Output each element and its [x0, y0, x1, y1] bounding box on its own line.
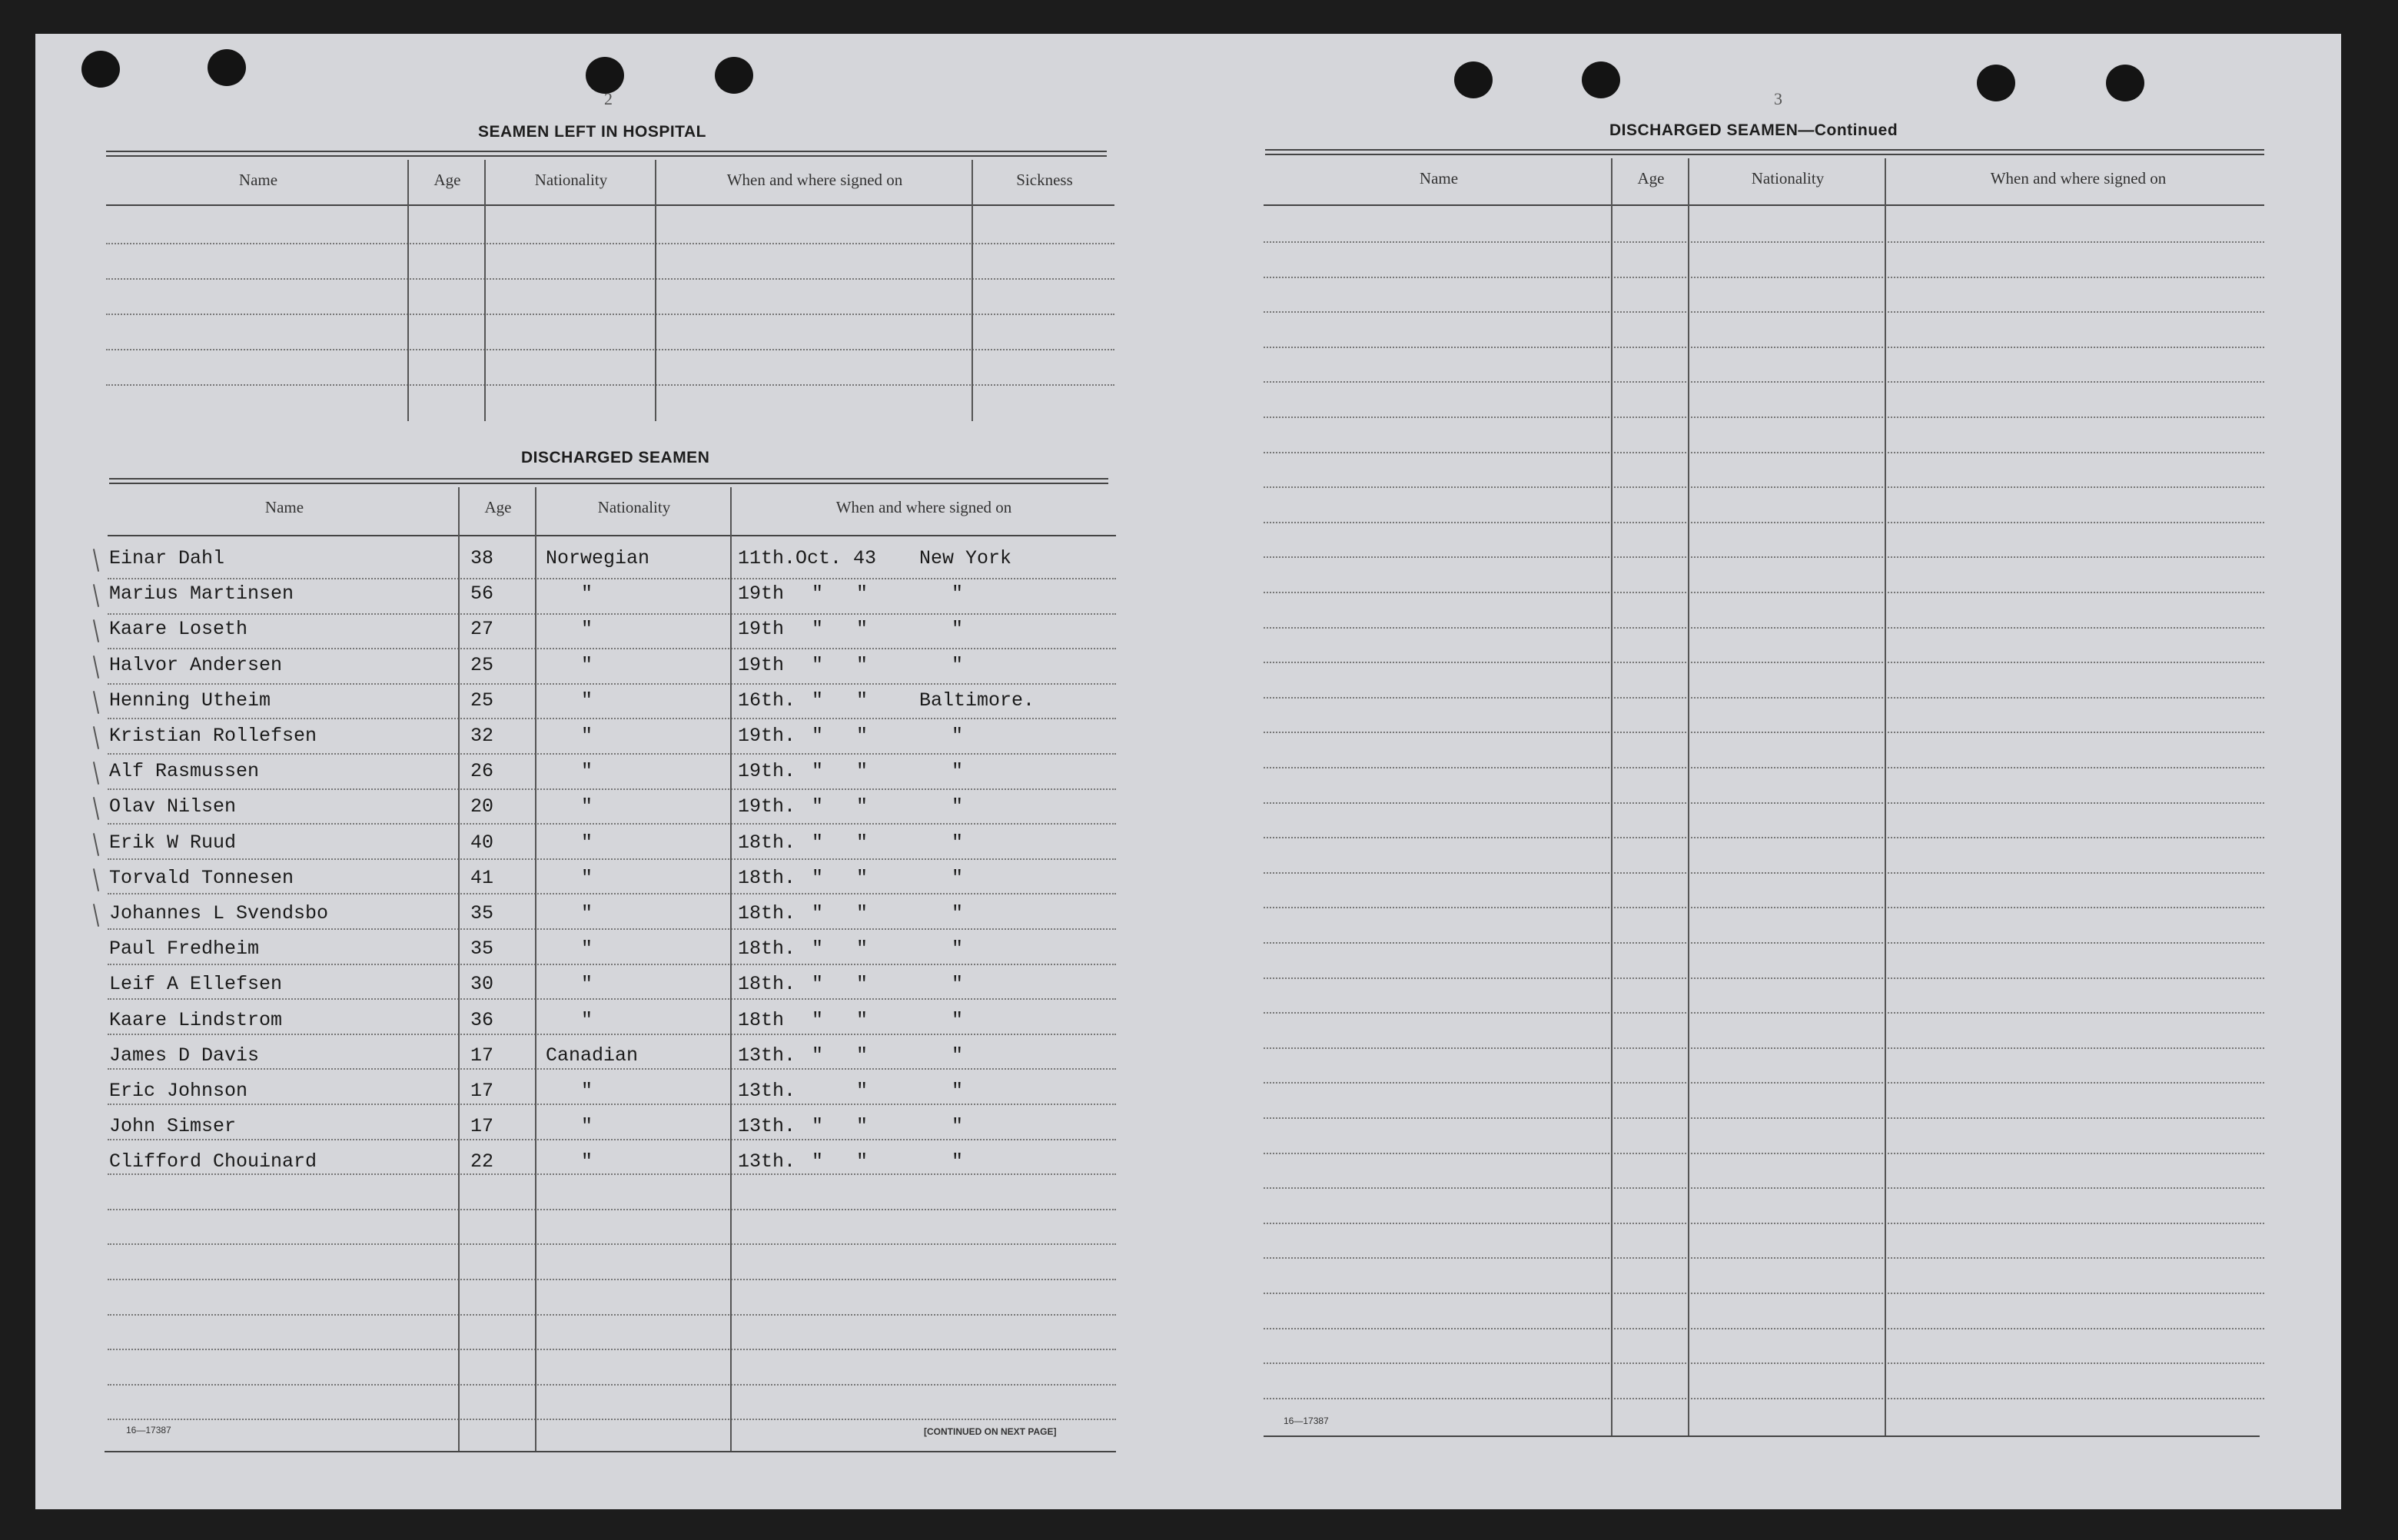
hospital-ruled-line: [106, 243, 1114, 244]
seaman-name: Torvald Tonnesen: [109, 867, 294, 889]
signed-on-ditto-1: ": [812, 938, 824, 960]
signed-on-ditto-1: ": [812, 867, 824, 889]
document-sheet: [35, 34, 2341, 1509]
hospital-col-nationality: Nationality: [534, 171, 608, 189]
seaman-age: 17: [470, 1115, 494, 1137]
discharged-ruled-line: [108, 928, 1116, 930]
right-ruled-line: [1264, 1012, 2264, 1014]
discharged-col-age: Age: [484, 498, 512, 516]
seaman-age: 35: [470, 902, 494, 924]
right-ruled-line: [1264, 942, 2264, 944]
seaman-age: 56: [470, 582, 494, 605]
right-ruled-line: [1264, 1082, 2264, 1084]
page-number-left: 2: [604, 89, 613, 108]
discharged-col-when-where: When and where signed on: [835, 498, 1012, 516]
seaman-name: Kristian Rollefsen: [109, 725, 317, 747]
right-header-rule: [1264, 204, 2264, 206]
seaman-age: 20: [470, 795, 494, 818]
signed-on-ditto-2: ": [856, 1080, 869, 1102]
signed-on-date: 13th.: [738, 1080, 796, 1102]
signed-on-place: ": [952, 582, 964, 605]
seaman-nationality: ": [581, 973, 593, 995]
signed-on-ditto-1: ": [812, 725, 824, 747]
punch-hole: [1582, 61, 1620, 98]
signed-on-ditto-1: ": [812, 618, 824, 640]
signed-on-ditto-1: ": [812, 760, 824, 782]
check-mark: [93, 655, 99, 679]
seaman-name: Kaare Loseth: [109, 618, 248, 640]
signed-on-ditto-2: ": [856, 938, 869, 960]
signed-on-ditto-1: ": [812, 582, 824, 605]
signed-on-place: ": [952, 938, 964, 960]
hospital-header-rule: [106, 204, 1114, 206]
signed-on-date: 19th: [738, 582, 785, 605]
right-ruled-line: [1264, 1328, 2264, 1329]
seaman-name: Kaare Lindstrom: [109, 1009, 283, 1031]
seaman-name: Halvor Andersen: [109, 654, 283, 676]
seaman-nationality: ": [581, 938, 593, 960]
signed-on-ditto-2: ": [856, 902, 869, 924]
signed-on-date: 19th.: [738, 795, 796, 818]
signed-on-ditto-2: ": [856, 973, 869, 995]
discharged-ruled-line: [108, 1068, 1116, 1070]
signed-on-place: ": [952, 1009, 964, 1031]
signed-on-place: ": [952, 973, 964, 995]
seaman-nationality: ": [581, 1115, 593, 1137]
page-number-right: 3: [1774, 89, 1782, 108]
hospital-ruled-line: [106, 278, 1114, 280]
signed-on-ditto-1: ": [812, 902, 824, 924]
discharged-ruled-line: [108, 858, 1116, 860]
signed-on-ditto-2: ": [856, 689, 869, 712]
right-ruled-line: [1264, 1187, 2264, 1189]
discharged-ruled-line: [108, 578, 1116, 579]
check-mark: [93, 833, 99, 856]
right-col-when-where: When and where signed on: [1990, 169, 2167, 188]
discharged-ruled-line: [108, 613, 1116, 615]
seaman-name: Henning Utheim: [109, 689, 271, 712]
discharged-ruled-line: [108, 788, 1116, 790]
signed-on-place: ": [952, 902, 964, 924]
hospital-ruled-line: [106, 349, 1114, 350]
discharged-ruled-line: [108, 648, 1116, 649]
seaman-nationality: ": [581, 1009, 593, 1031]
signed-on-ditto-1: ": [812, 795, 824, 818]
discharged-divider: [730, 487, 732, 1452]
signed-on-date: 18th.: [738, 973, 796, 995]
hospital-divider: [971, 160, 973, 421]
signed-on-ditto-2: ": [856, 760, 869, 782]
seaman-name: Paul Fredheim: [109, 938, 260, 960]
signed-on-ditto-1: ": [812, 831, 824, 854]
signed-on-place: ": [952, 867, 964, 889]
right-ruled-line: [1264, 311, 2264, 313]
right-ruled-line: [1264, 767, 2264, 768]
check-mark: [93, 584, 99, 607]
right-ruled-line: [1264, 1117, 2264, 1119]
check-mark: [93, 619, 99, 642]
discharged-ruled-line: [108, 1384, 1116, 1386]
signed-on-place: ": [952, 1115, 964, 1137]
right-ruled-line: [1264, 241, 2264, 243]
discharged-ruled-line: [108, 893, 1116, 894]
hospital-ruled-line: [106, 314, 1114, 315]
seaman-name: Leif A Ellefsen: [109, 973, 283, 995]
punch-hole: [586, 57, 624, 94]
signed-on-ditto-1: ": [812, 1115, 824, 1137]
discharged-col-name: Name: [264, 498, 304, 516]
signed-on-ditto-1: ": [812, 654, 824, 676]
right-ruled-line: [1264, 662, 2264, 663]
seaman-age: 32: [470, 725, 494, 747]
right-ruled-line: [1264, 417, 2264, 418]
seaman-age: 27: [470, 618, 494, 640]
discharged-ruled-line: [108, 1104, 1116, 1105]
seaman-name: Clifford Chouinard: [109, 1150, 317, 1173]
discharged-ruled-line: [108, 964, 1116, 965]
right-ruled-line: [1264, 452, 2264, 453]
seaman-name: John Simser: [109, 1115, 237, 1137]
discharged-ruled-line: [108, 753, 1116, 755]
punch-hole: [2106, 65, 2144, 101]
seaman-age: 40: [470, 831, 494, 854]
signed-on-place: ": [952, 760, 964, 782]
right-col-nationality: Nationality: [1751, 169, 1825, 188]
right-ruled-line: [1264, 1293, 2264, 1294]
discharged-top-rule: [109, 478, 1108, 484]
signed-on-date: 16th.: [738, 689, 796, 712]
check-mark: [93, 904, 99, 927]
seaman-name: Erik W Ruud: [109, 831, 237, 854]
hospital-col-when-where: When and where signed on: [726, 171, 903, 189]
right-ruled-line: [1264, 347, 2264, 348]
discharged-ruled-line: [108, 998, 1116, 1000]
seaman-age: 30: [470, 973, 494, 995]
discharged-header-rule: [108, 535, 1116, 536]
discharged-ruled-line: [108, 718, 1116, 719]
seaman-name: Johannes L Svendsbo: [109, 902, 329, 924]
right-ruled-line: [1264, 1257, 2264, 1259]
signed-on-place: ": [952, 831, 964, 854]
hospital-col-age: Age: [433, 171, 461, 189]
signed-on-ditto-1: ": [812, 1009, 824, 1031]
signed-on-ditto-1: ": [812, 689, 824, 712]
discharged-heading: DISCHARGED SEAMEN: [521, 449, 710, 466]
signed-on-date: 13th.: [738, 1044, 796, 1067]
signed-on-ditto-2: ": [856, 1115, 869, 1137]
right-bottom-rule: [1264, 1435, 2260, 1437]
hospital-col-name: Name: [238, 171, 278, 189]
right-top-rule: [1265, 149, 2264, 155]
seaman-nationality: ": [581, 654, 593, 676]
seaman-nationality: ": [581, 867, 593, 889]
seaman-nationality: Norwegian: [546, 547, 650, 569]
punch-hole: [1454, 61, 1493, 98]
hospital-heading: SEAMEN LEFT IN HOSPITAL: [478, 123, 706, 141]
signed-on-ditto-2: ": [856, 1150, 869, 1173]
right-ruled-line: [1264, 1398, 2264, 1399]
seaman-name: James D Davis: [109, 1044, 260, 1067]
right-ruled-line: [1264, 486, 2264, 488]
seaman-nationality: ": [581, 618, 593, 640]
signed-on-ditto-1: ": [812, 973, 824, 995]
punch-hole: [208, 49, 246, 86]
check-mark: [93, 726, 99, 749]
seaman-age: 25: [470, 654, 494, 676]
signed-on-place: ": [952, 1080, 964, 1102]
seaman-age: 17: [470, 1044, 494, 1067]
signed-on-ditto-1: ": [812, 1044, 824, 1067]
seaman-name: Alf Rasmussen: [109, 760, 260, 782]
signed-on-date: 19th.: [738, 725, 796, 747]
signed-on-place: ": [952, 1044, 964, 1067]
discharged-ruled-line: [108, 1243, 1116, 1245]
signed-on-date: 11th.Oct. 43: [738, 547, 877, 569]
seaman-nationality: ": [581, 902, 593, 924]
right-divider: [1688, 158, 1689, 1435]
right-ruled-line: [1264, 732, 2264, 733]
seaman-name: Olav Nilsen: [109, 795, 237, 818]
discharged-ruled-line: [108, 1279, 1116, 1280]
signed-on-ditto-2: ": [856, 618, 869, 640]
right-ruled-line: [1264, 977, 2264, 979]
check-mark: [93, 691, 99, 714]
signed-on-date: 19th: [738, 654, 785, 676]
right-ruled-line: [1264, 592, 2264, 593]
signed-on-place: ": [952, 795, 964, 818]
signed-on-place: ": [952, 618, 964, 640]
seaman-age: 25: [470, 689, 494, 712]
signed-on-ditto-2: ": [856, 795, 869, 818]
right-ruled-line: [1264, 556, 2264, 558]
seaman-nationality: ": [581, 760, 593, 782]
right-ruled-line: [1264, 907, 2264, 908]
signed-on-date: 18th.: [738, 902, 796, 924]
discharged-ruled-line: [108, 1419, 1116, 1420]
hospital-divider: [407, 160, 409, 421]
seaman-age: 41: [470, 867, 494, 889]
discharged-ruled-line: [108, 1139, 1116, 1140]
discharged-ruled-line: [108, 683, 1116, 685]
punch-hole: [1977, 65, 2015, 101]
signed-on-date: 18th.: [738, 938, 796, 960]
seaman-age: 22: [470, 1150, 494, 1173]
right-ruled-line: [1264, 802, 2264, 804]
right-ruled-line: [1264, 1047, 2264, 1049]
right-divider: [1611, 158, 1613, 1435]
discharged-col-nationality: Nationality: [597, 498, 671, 516]
seaman-age: 17: [470, 1080, 494, 1102]
discharged-bottom-rule: [105, 1451, 1116, 1452]
signed-on-ditto-2: ": [856, 725, 869, 747]
right-ruled-line: [1264, 627, 2264, 629]
check-mark: [93, 549, 99, 572]
seaman-nationality: ": [581, 831, 593, 854]
signed-on-date: 19th: [738, 618, 785, 640]
hospital-divider: [484, 160, 486, 421]
seaman-nationality: Canadian: [546, 1044, 639, 1067]
punch-hole: [81, 51, 120, 88]
signed-on-date: 18th.: [738, 867, 796, 889]
discharged-ruled-line: [108, 1034, 1116, 1035]
hospital-ruled-line: [106, 384, 1114, 386]
form-number-right: 16—17387: [1284, 1416, 1329, 1426]
continued-note: [CONTINUED ON NEXT PAGE]: [924, 1426, 1057, 1437]
discharged-ruled-line: [108, 823, 1116, 825]
signed-on-date: 19th.: [738, 760, 796, 782]
right-col-name: Name: [1419, 169, 1459, 188]
right-col-age: Age: [1637, 169, 1665, 188]
signed-on-ditto-2: ": [856, 582, 869, 605]
seaman-nationality: ": [581, 1080, 593, 1102]
discharged-ruled-line: [108, 1173, 1116, 1175]
seaman-nationality: ": [581, 582, 593, 605]
signed-on-place: Baltimore.: [919, 689, 1035, 712]
hospital-col-sickness: Sickness: [1016, 171, 1073, 189]
right-ruled-line: [1264, 1223, 2264, 1224]
seaman-nationality: ": [581, 1150, 593, 1173]
form-number-left: 16—17387: [126, 1425, 171, 1435]
right-ruled-line: [1264, 872, 2264, 874]
seaman-nationality: ": [581, 689, 593, 712]
seaman-name: Eric Johnson: [109, 1080, 248, 1102]
seaman-nationality: ": [581, 795, 593, 818]
hospital-divider: [655, 160, 656, 421]
seaman-age: 35: [470, 938, 494, 960]
discharged-ruled-line: [108, 1209, 1116, 1210]
seaman-age: 38: [470, 547, 494, 569]
right-ruled-line: [1264, 837, 2264, 838]
right-ruled-line: [1264, 381, 2264, 383]
discharged-ruled-line: [108, 1314, 1116, 1316]
right-heading: [1609, 121, 1898, 140]
signed-on-date: 18th: [738, 1009, 785, 1031]
signed-on-place: New York: [919, 547, 1012, 569]
discharged-divider: [535, 487, 536, 1452]
punch-hole: [715, 57, 753, 94]
signed-on-ditto-2: ": [856, 1044, 869, 1067]
discharged-ruled-line: [108, 1349, 1116, 1350]
signed-on-ditto-2: ": [856, 867, 869, 889]
signed-on-ditto-2: ": [856, 654, 869, 676]
signed-on-ditto-2: ": [856, 1009, 869, 1031]
right-ruled-line: [1264, 277, 2264, 278]
seaman-name: Marius Martinsen: [109, 582, 294, 605]
check-mark: [93, 868, 99, 891]
right-ruled-line: [1264, 1362, 2264, 1364]
hospital-top-rule: [106, 151, 1107, 157]
seaman-age: 26: [470, 760, 494, 782]
right-heading-continued: —Continued: [1798, 121, 1898, 139]
right-ruled-line: [1264, 1153, 2264, 1154]
seaman-age: 36: [470, 1009, 494, 1031]
check-mark: [93, 797, 99, 820]
signed-on-place: ": [952, 654, 964, 676]
right-ruled-line: [1264, 697, 2264, 699]
signed-on-date: 18th.: [738, 831, 796, 854]
signed-on-date: 13th.: [738, 1150, 796, 1173]
right-divider: [1885, 158, 1886, 1435]
right-heading-main: DISCHARGED SEAMEN: [1609, 121, 1798, 139]
signed-on-ditto-1: ": [812, 1150, 824, 1173]
seaman-name: Einar Dahl: [109, 547, 225, 569]
check-mark: [93, 762, 99, 785]
signed-on-ditto-2: ": [856, 831, 869, 854]
signed-on-date: 13th.: [738, 1115, 796, 1137]
seaman-nationality: ": [581, 725, 593, 747]
signed-on-place: ": [952, 1150, 964, 1173]
right-ruled-line: [1264, 522, 2264, 523]
discharged-divider: [458, 487, 460, 1452]
signed-on-place: ": [952, 725, 964, 747]
